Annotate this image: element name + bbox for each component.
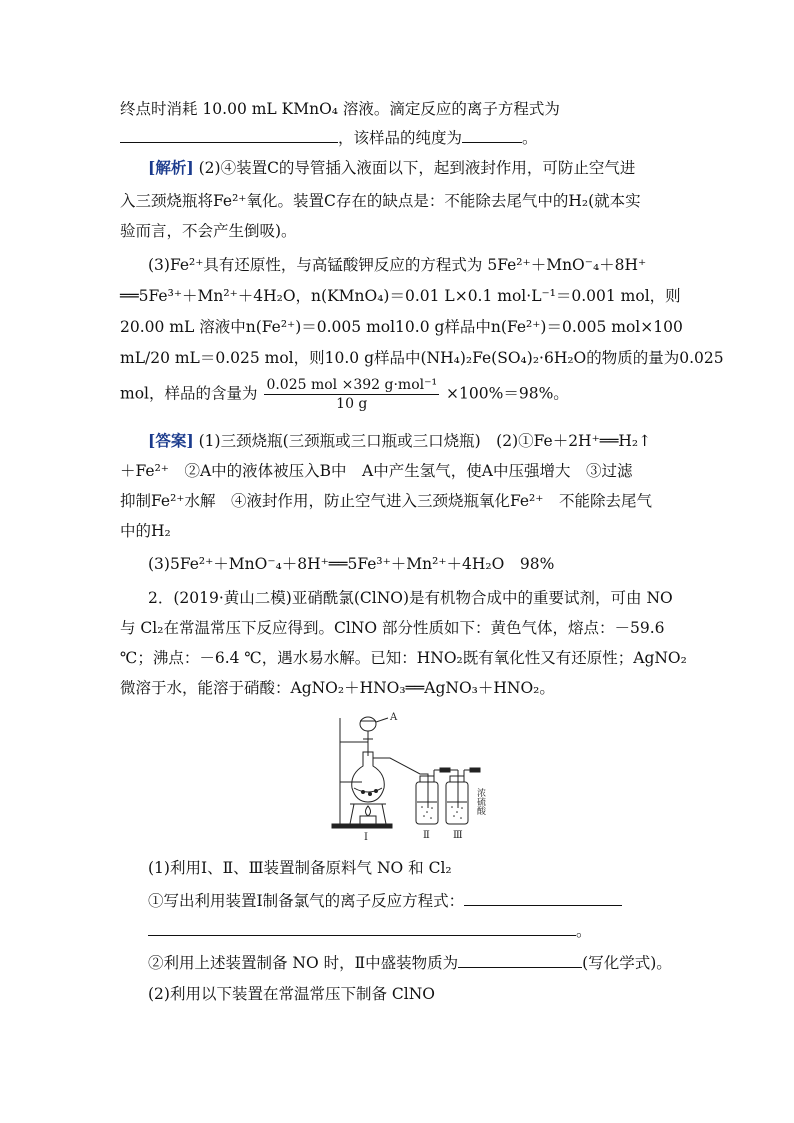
analysis-line6: 20.00 mL 溶液中n(Fe²⁺)＝0.005 mol10.0 g样品中n(Fe²⁺)＝0.005 mol×100	[120, 318, 683, 336]
analysis-line7: mL/20 mL＝0.025 mol，则10.0 g样品中(NH₄)₂Fe(SO₄)₂·6H₂O的物质的量为0.025	[120, 349, 724, 367]
q2-part1a-end: 。	[576, 922, 592, 940]
fraction-numerator: 0.025 mol ×392 g·mol⁻¹	[266, 377, 438, 393]
analysis-tag: [解析]	[148, 158, 194, 177]
alcohol-lamp	[360, 816, 376, 824]
answer-blank-bottle-ii[interactable]	[458, 951, 582, 968]
q1-tail-purity-text: ，该样品的纯度为	[338, 129, 463, 147]
q2-part1: (1)利用Ⅰ、Ⅱ、Ⅲ装置制备原料气 NO 和 Cl₂	[148, 859, 452, 877]
q1-tail-line1: 终点时消耗 10.00 mL KMnO₄ 溶液。滴定反应的离子方程式为	[120, 100, 560, 118]
q2-line1: 2．(2019·黄山二模)亚硝酰氯(ClNO)是有机物合成中的重要试剂，可由 NO	[148, 589, 673, 607]
label-i: Ⅰ	[364, 832, 368, 843]
fraction-denominator: 10 g	[336, 396, 368, 412]
answer-line5: (3)5Fe²⁺＋MnO⁻₄＋8H⁺══5Fe³⁺＋Mn²⁺＋4H₂O 98%	[148, 555, 555, 573]
analysis-line5: ══5Fe³⁺＋Mn²⁺＋4H₂O，n(KMnO₄)＝0.01 L×0.1 mol·L⁻¹＝0.001 mol，则	[120, 287, 681, 305]
answer-blank-ionic-equation-2[interactable]	[148, 919, 576, 936]
dropping-funnel	[360, 717, 376, 731]
label-conc-sulfuric-acid: 浓硫酸	[475, 788, 485, 815]
analysis-line8	[120, 376, 569, 413]
analysis-line3: 验而言，不会产生倒吸)。	[120, 222, 297, 240]
label-a-pointer	[376, 718, 388, 722]
apparatus-diagram	[330, 712, 500, 844]
analysis-content-post: ×100%＝98%。	[446, 384, 569, 403]
flame	[366, 806, 371, 816]
q2-line2: 与 Cl₂在常温常压下反应得到。ClNO 部分性质如下：黄色气体，熔点：－59.6	[120, 619, 665, 637]
q2-part1a	[148, 889, 622, 912]
purity-fraction	[264, 376, 439, 413]
answer-blank-purity[interactable]	[462, 126, 522, 143]
q1-tail-line2	[120, 126, 538, 149]
answer-tag: [答案]	[148, 431, 194, 450]
answer-blank-ionic-equation-1[interactable]	[464, 889, 622, 906]
q2-part1b-pre: ②利用上述装置制备 NO 时，Ⅱ中盛装物质为	[148, 954, 459, 972]
q2-line4: 微溶于水，能溶于硝酸：AgNO₂＋HNO₃══AgNO₃＋HNO₂。	[120, 679, 555, 697]
answer-line2: ＋Fe²⁺ ②A中的液体被压入B中 A中产生氢气，使A中压强增大 ③过滤	[120, 462, 633, 480]
analysis-content-pre: mol，样品的含量为	[120, 384, 258, 403]
q2-line3: ℃；沸点：－6.4 ℃，遇水易水解。已知：HNO₂既有氧化性又有还原性；AgNO₂	[120, 649, 687, 667]
answer-line4: 中的H₂	[120, 522, 171, 540]
round-bottom-flask	[352, 752, 385, 802]
analysis-text-1: (2)④装置C的导管插入液面以下，起到液封作用，可防止空气进	[198, 159, 636, 177]
answer-line1	[148, 430, 651, 452]
wash-bottle-3	[446, 782, 468, 824]
label-ii: Ⅱ	[423, 830, 430, 841]
delivery-tube-1	[373, 758, 428, 808]
analysis-line1	[148, 157, 635, 179]
analysis-line4: (3)Fe²⁺具有还原性，与高锰酸钾反应的方程式为 5Fe²⁺＋MnO⁻₄＋8H⁺	[148, 256, 647, 274]
answer-line3: 抑制Fe²⁺水解 ④液封作用，防止空气进入三颈烧瓶氧化Fe²⁺ 不能除去尾气	[120, 492, 652, 510]
answer-blank-equation[interactable]	[120, 126, 338, 143]
q2-part1a-cont	[148, 919, 592, 942]
q2-part1b	[148, 951, 672, 974]
analysis-line2: 入三颈烧瓶将Fe²⁺氧化。装置C存在的缺点是：不能除去尾气中的H₂(就本实	[120, 192, 641, 210]
q1-tail-end: 。	[522, 129, 538, 147]
label-a: A	[390, 712, 398, 723]
wash-bottle-2	[416, 782, 438, 824]
answer-text-1: (1)三颈烧瓶(三颈瓶或三口瓶或三口烧瓶) (2)①Fe＋2H⁺══H₂↑	[198, 432, 652, 450]
q2-part1a-text: ①写出利用装置Ⅰ制备氯气的离子反应方程式：	[148, 892, 465, 910]
label-iii: Ⅲ	[453, 830, 463, 841]
q2-part2: (2)利用以下装置在常温常压下制备 ClNO	[148, 985, 435, 1003]
q2-part1b-post: (写化学式)。	[582, 954, 672, 972]
stand-base	[332, 824, 392, 828]
